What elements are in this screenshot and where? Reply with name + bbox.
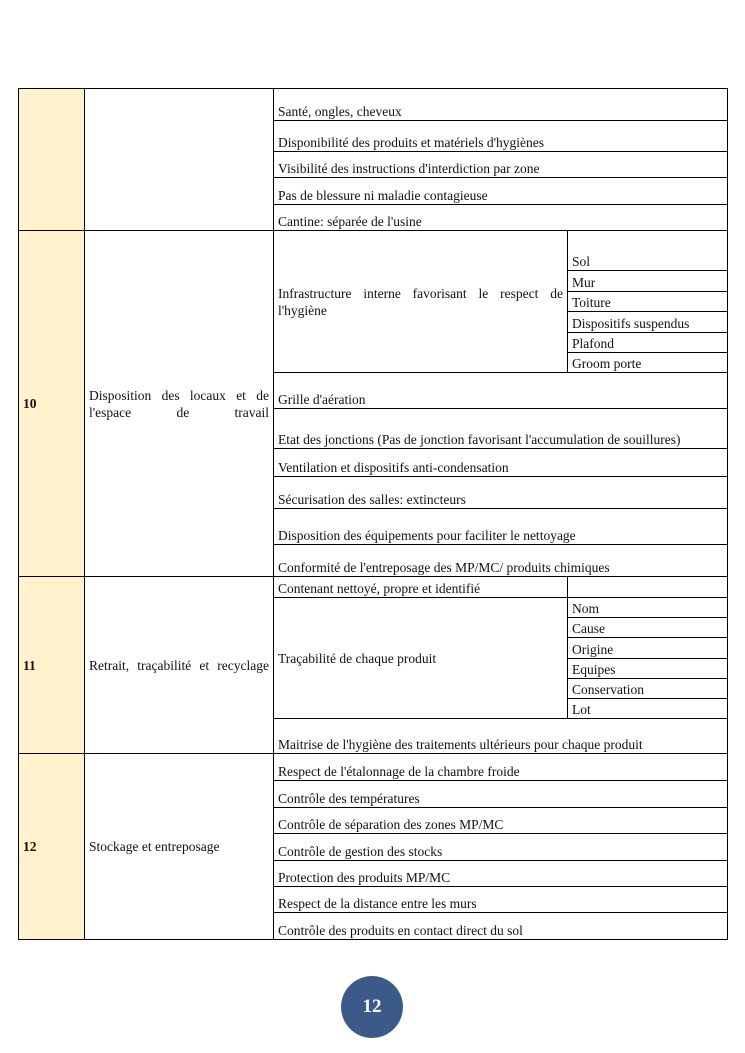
criterion: Disposition des équipements pour faciliter le nettoyage <box>274 509 728 545</box>
criterion: Contrôle de séparation des zones MP/MC <box>274 808 728 834</box>
criterion: Respect de l'étalonnage de la chambre froide <box>274 754 728 781</box>
criterion: Contrôle de gestion des stocks <box>274 834 728 861</box>
sub-criterion: Sol <box>568 231 728 271</box>
criterion: Sécurisation des salles: extincteurs <box>274 477 728 509</box>
section-number-cell <box>19 89 85 231</box>
criterion-container: Contenant nettoyé, propre et identifié <box>274 577 568 598</box>
section-title: Retrait, traçabilité et recyclage <box>85 577 274 754</box>
criterion: Maitrise de l'hygiène des traitements ultérieurs pour chaque produit <box>274 719 728 754</box>
sub-criterion: Cause <box>568 618 728 638</box>
criterion: Visibilité des instructions d'interdiction par zone <box>274 152 728 178</box>
page-number-badge: 12 <box>341 976 403 1038</box>
criterion: Contrôle des températures <box>274 781 728 808</box>
sub-criterion: Nom <box>568 598 728 618</box>
section-title: Stockage et entreposage <box>85 754 274 940</box>
criterion: Respect de la distance entre les murs <box>274 887 728 913</box>
criterion: Etat des jonctions (Pas de jonction favorisant l'accumulation de souillures) <box>274 409 728 449</box>
criterion: Ventilation et dispositifs anti-condensation <box>274 449 728 477</box>
criterion-traceability: Traçabilité de chaque produit <box>274 598 568 719</box>
checklist-table <box>18 88 728 940</box>
sub-criterion: Plafond <box>568 333 728 353</box>
sub-criterion: Mur <box>568 271 728 292</box>
sub-criterion: Origine <box>568 638 728 659</box>
sub-criterion: Toiture <box>568 292 728 312</box>
criterion: Contrôle des produits en contact direct du sol <box>274 913 728 940</box>
sub-criterion: Groom porte <box>568 353 728 373</box>
criterion: Pas de blessure ni maladie contagieuse <box>274 178 728 205</box>
sub-criterion: Lot <box>568 699 728 719</box>
section-number: 10 <box>19 231 85 577</box>
criterion-infrastructure: Infrastructure interne favorisant le respect de l'hygiène <box>274 231 568 373</box>
section-number: 11 <box>19 577 85 754</box>
criterion: Conformité de l'entreposage des MP/MC/ produits chimiques <box>274 545 728 577</box>
sub-criterion-empty <box>568 577 728 598</box>
section-title-cell <box>85 89 274 231</box>
criterion: Disponibilité des produits et matériels d'hygiènes <box>274 121 728 152</box>
section-number: 12 <box>19 754 85 940</box>
sub-criterion: Equipes <box>568 659 728 679</box>
criterion: Grille d'aération <box>274 373 728 409</box>
criterion: Santé, ongles, cheveux <box>274 89 728 121</box>
section-title: Disposition des locaux et de l'espace de travail <box>85 231 274 577</box>
sub-criterion: Dispositifs suspendus <box>568 312 728 333</box>
criterion: Cantine: séparée de l'usine <box>274 205 728 231</box>
criterion: Protection des produits MP/MC <box>274 861 728 887</box>
sub-criterion: Conservation <box>568 679 728 699</box>
